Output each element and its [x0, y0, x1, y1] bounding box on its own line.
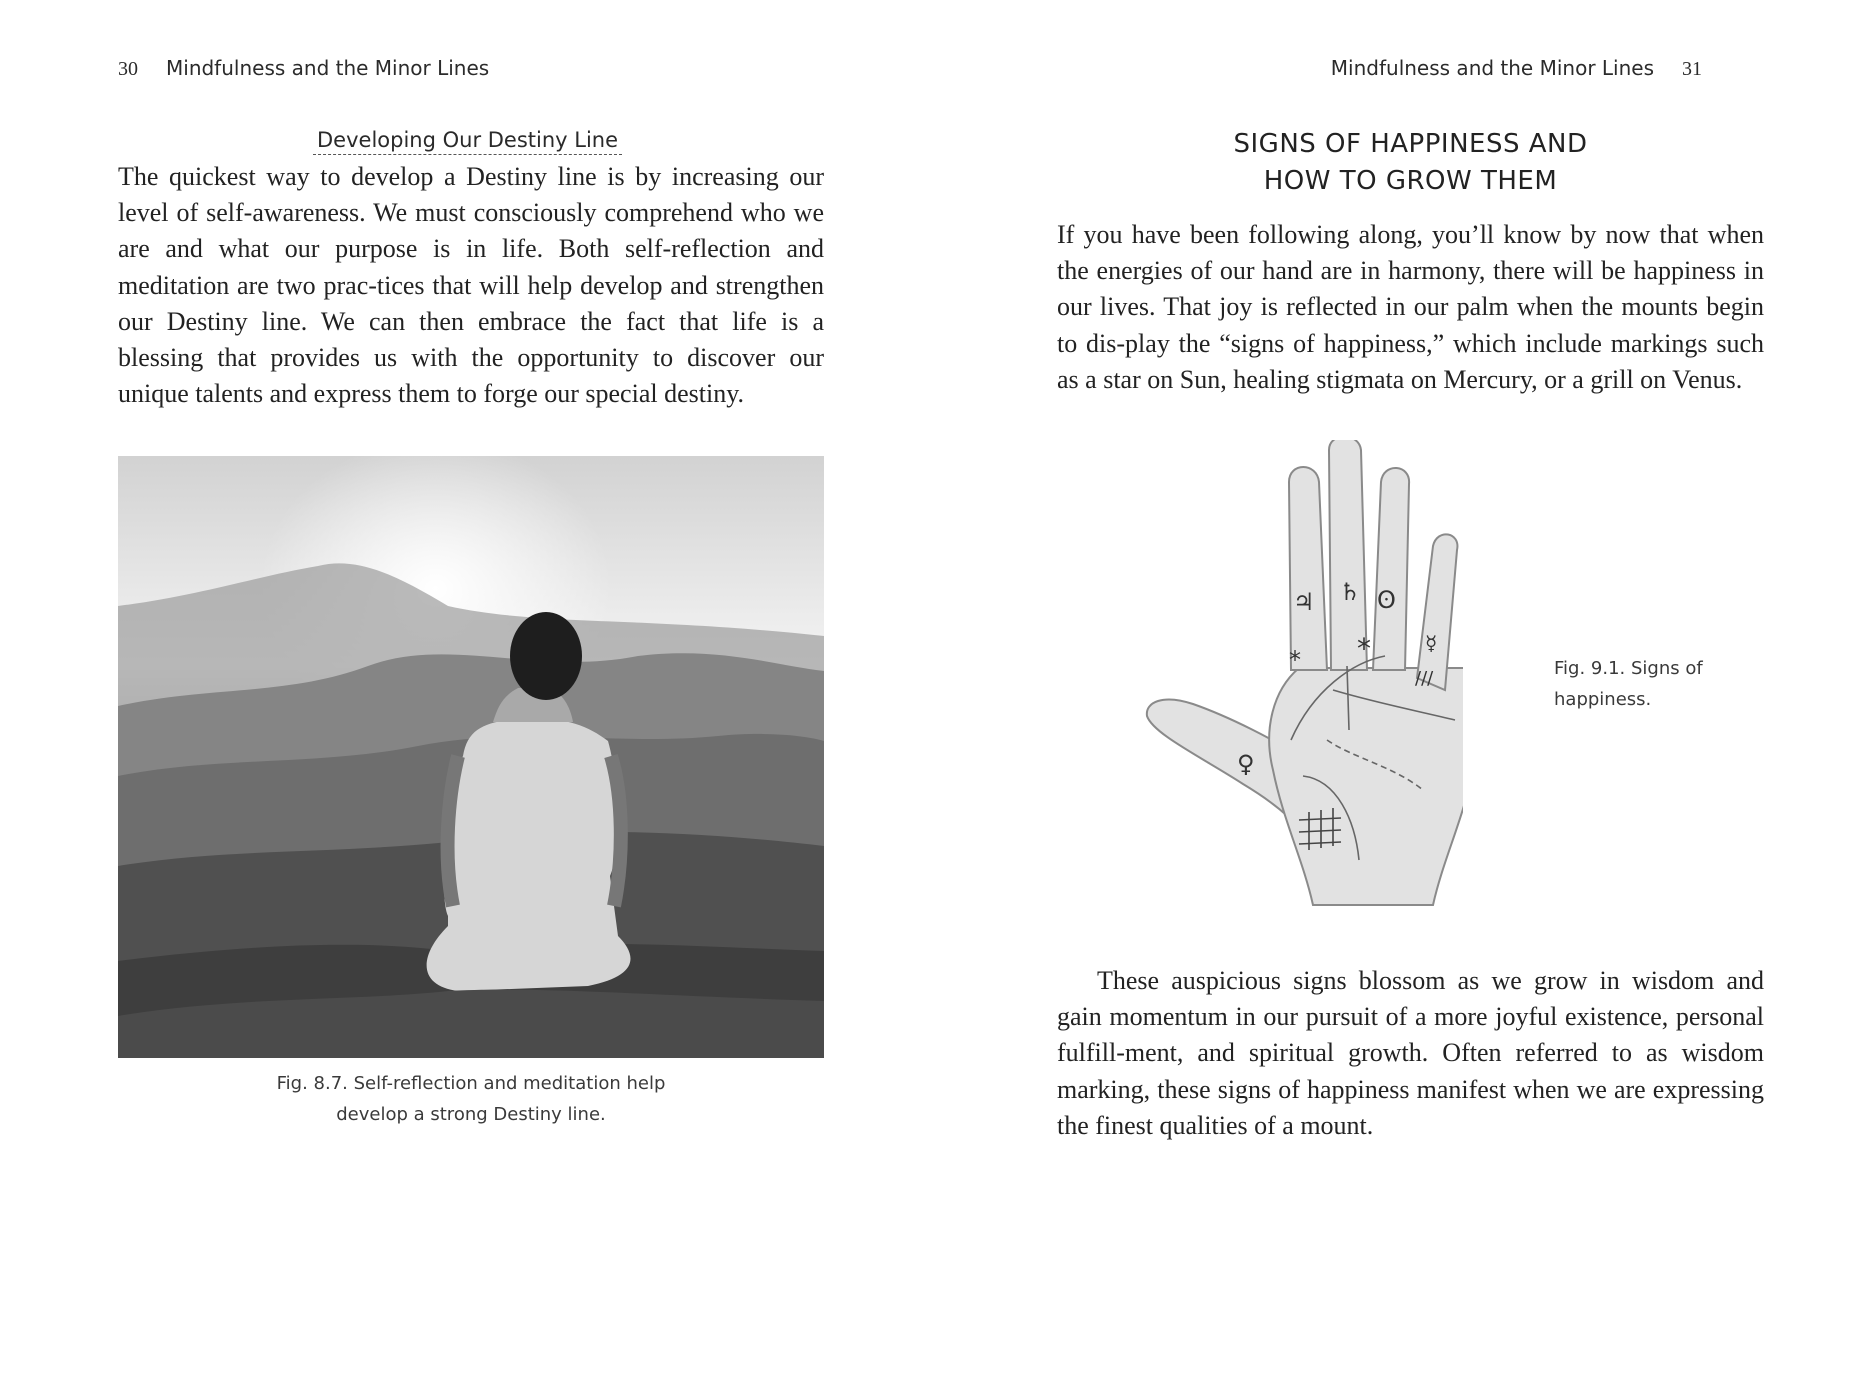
page-number-left: 30 — [118, 58, 138, 80]
body-paragraph-left: The quickest way to develop a Destiny line is by increasing our level of self-awareness. We must consciously comprehend who we are and what our purpose is in life. Both self-reflection and meditation are two prac-tices that will help develop and strengthen our Destiny line. We can then embrace the fact that life is a blessing that provides us with the opportunity to discover our unique talents and express them to forge our special destiny. — [118, 162, 824, 409]
right-page — [933, 0, 1866, 1400]
running-head-title-right: Mindfulness and the Minor Lines — [1330, 56, 1654, 80]
svg-text:*: * — [1289, 646, 1301, 674]
mercury-symbol-icon: ☿ — [1425, 631, 1438, 655]
venus-symbol-icon: ♀ — [1237, 750, 1255, 778]
intro-paragraph: If you have been following along, you’ll know by now that when the energies of our hand are in harmony, there will be happiness in our lives. That joy is reflected in our palm when the mounts begin to dis-play the “signs of happiness,” which include markings such as a star on Sun, healing stigmata on Mercury, or a grill on Venus. — [1057, 220, 1764, 394]
figure-caption-right-line2: happiness. — [1554, 689, 1652, 710]
figure-caption-left-line1: Fig. 8.7. Self-reflection and meditation help — [276, 1073, 666, 1094]
figure-caption-right-line1: Fig. 9.1. Signs of — [1554, 658, 1703, 679]
page-number-right: 31 — [1682, 58, 1702, 80]
section-title-line1: SIGNS OF HAPPINESS AND — [1233, 129, 1588, 159]
palm-illustration — [1123, 440, 1463, 930]
section-title-line2: HOW TO GROW THEM — [1263, 166, 1558, 196]
svg-text:*: * — [1357, 632, 1371, 665]
section-title — [1057, 126, 1764, 200]
svg-text:///: /// — [1415, 668, 1434, 689]
running-head-title-left: Mindfulness and the Minor Lines — [166, 56, 490, 80]
saturn-symbol-icon: ♄ — [1339, 578, 1361, 606]
figure-caption-left — [118, 1068, 824, 1130]
second-paragraph: These auspicious signs blossom as we grow in wisdom and gain momentum in our pursuit of a more joyful existence, personal fulfill-ment, and spiritual growth. Often referred to as wisdom marking, these signs of happiness manifest when we are expressing the finest qualities of a mount. — [1057, 966, 1764, 1140]
running-head-left — [118, 56, 489, 81]
running-head-right — [1331, 56, 1702, 81]
meditation-photo — [118, 456, 824, 1058]
figure-caption-left-line2: develop a strong Destiny line. — [336, 1104, 606, 1125]
subheading: Developing Our Destiny Line — [313, 128, 622, 155]
jupiter-symbol-icon: ♃ — [1293, 588, 1315, 616]
sun-symbol-icon: ʘ — [1377, 586, 1396, 614]
figure-caption-right — [1554, 653, 1754, 715]
